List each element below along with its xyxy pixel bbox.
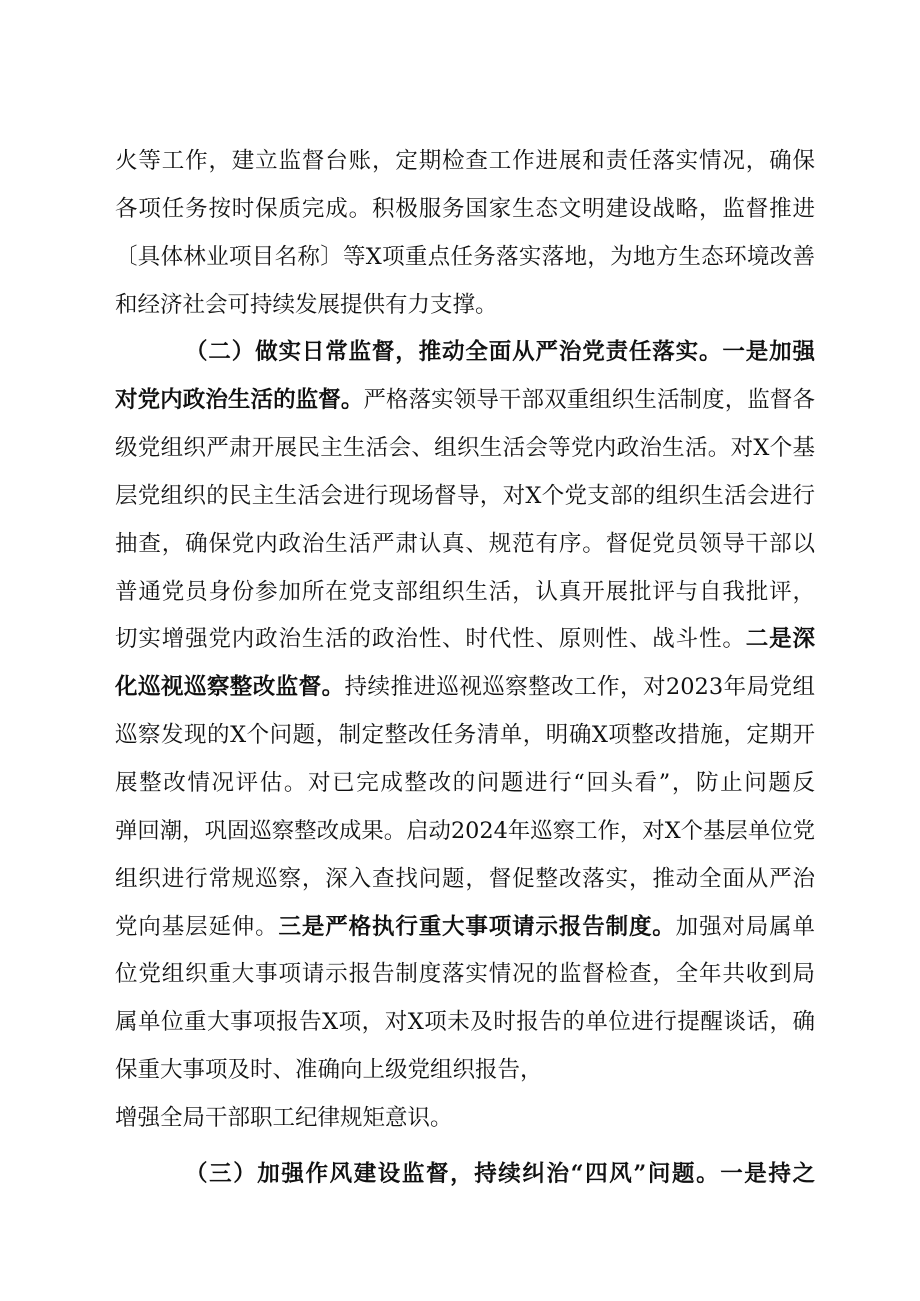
body-line (115, 999, 815, 1047)
section-heading-line (115, 1151, 815, 1199)
body-line (115, 569, 815, 617)
line-segment: 严格落实领导干部双重组织生活制度，监督各 (363, 387, 815, 414)
line-segment: 组织进行常规巡察，深入查找问题，督促整改落实，推动全面从严治 (115, 865, 815, 892)
line-segment-bold: 对党内政治生活的监督。 (115, 387, 364, 414)
body-line (115, 1095, 815, 1143)
line-segment-bold: 二是深 (745, 626, 815, 653)
body-line (115, 808, 815, 856)
body-line (115, 186, 815, 234)
body-line (115, 521, 815, 569)
line-segment: 抽查，确保党内政治生活严肃认真、规范有序。督促党员领导干部以 (115, 530, 815, 557)
body-line (115, 664, 815, 712)
line-segment-bold: 三是严格执行重大事项请示报告制度。 (278, 913, 676, 940)
line-segment: 火等工作，建立监督台账，定期检查工作进展和责任落实情况，确保 (115, 148, 815, 174)
line-segment: 〔具体林业项目名称〕等X项重点任务落实落地，为地方生态环境改善 (115, 243, 815, 270)
section-heading: （三）加强作风建设监督，持续纠治“四风”问题。一是持之 (185, 1160, 815, 1187)
line-segment: 弹回潮，巩固巡察整改成果。启动2024年巡察工作，对X个基层单位党 (115, 817, 815, 844)
body-line (115, 712, 815, 760)
section-heading-line (115, 329, 815, 377)
line-segment: 各项任务按时保质完成。积极服务国家生态文明建设战略，监督推进 (115, 195, 815, 222)
body-line (115, 856, 815, 904)
body-line (115, 760, 815, 808)
body-line (115, 282, 815, 330)
body-line (115, 138, 815, 186)
body-line (115, 425, 815, 473)
line-segment: 属单位重大事项报告X项，对X项未及时报告的单位进行提醒谈话，确 (115, 1009, 815, 1036)
body-line (115, 951, 815, 999)
line-segment-bold: 化巡视巡察整改监督。 (115, 674, 345, 701)
line-segment: 展整改情况评估。对已完成整改的问题进行“回头看”，防止问题反 (115, 769, 815, 796)
body-line (115, 1047, 815, 1095)
section-heading: （二）做实日常监督，推动全面从严治党责任落实。一是加强 (185, 339, 815, 366)
line-segment: 增强全局干部职工纪律规矩意识。 (115, 1104, 453, 1131)
body-line (115, 616, 815, 664)
line-segment: 党向基层延伸。 (115, 913, 279, 940)
line-segment: 位党组织重大事项请示报告制度落实情况的监督检查，全年共收到局 (115, 961, 815, 988)
body-line (115, 377, 815, 425)
line-segment: 普通党员身份参加所在党支部组织生活，认真开展批评与自我批评， (115, 578, 815, 605)
body-line (115, 904, 815, 952)
line-segment: 持续推进巡视巡察整改工作，对2023年局党组 (344, 674, 815, 701)
line-segment: 切实增强党内政治生活的政治性、时代性、原则性、战斗性。 (115, 626, 746, 653)
line-segment: 巡察发现的X个问题，制定整改任务清单，明确X项整改措施，定期开 (115, 722, 815, 749)
body-line (115, 473, 815, 521)
body-line (115, 234, 815, 282)
line-segment: 保重大事项及时、准确向上级党组织报告， (115, 1057, 543, 1084)
line-segment: 和经济社会可持续发展提供有力支撑。 (115, 291, 498, 318)
document-body (115, 138, 815, 1199)
line-segment: 层党组织的民主生活会进行现场督导，对X个党支部的组织生活会进行 (115, 482, 815, 509)
line-segment: 级党组织严肃开展民主生活会、组织生活会等党内政治生活。对X个基 (115, 435, 815, 462)
line-segment: 加强对局属单 (675, 913, 815, 940)
